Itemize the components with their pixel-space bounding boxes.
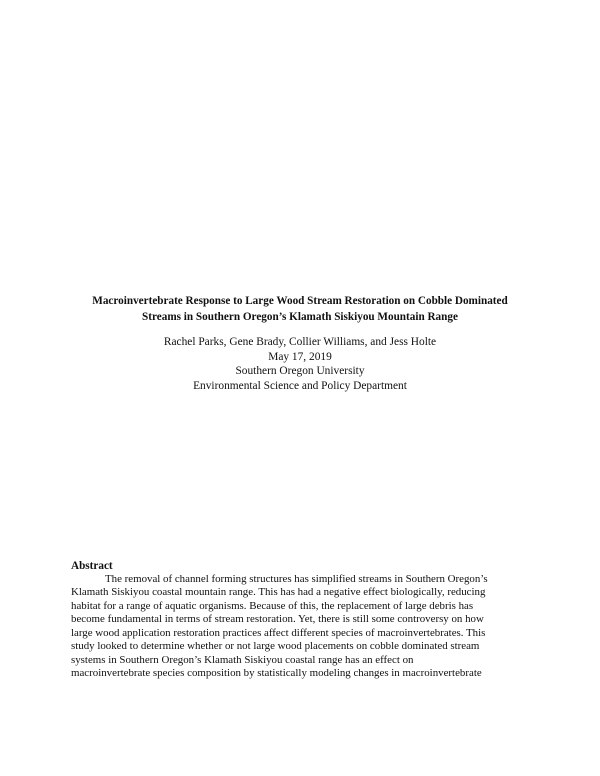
paper-metadata bbox=[40, 335, 560, 393]
title-line-2: Streams in Southern Oregon’s Klamath Siskiyou Mountain Range bbox=[142, 311, 458, 323]
abstract-heading: Abstract bbox=[71, 560, 113, 572]
abstract-line: The removal of channel forming structures has simplified streams in Southern Oregon’s bbox=[105, 573, 488, 585]
abstract-line: Klamath Siskiyou coastal mountain range. This has had a negative effect biologically, reducing bbox=[71, 586, 486, 599]
title-line-1: Macroinvertebrate Response to Large Wood Stream Restoration on Cobble Dominated bbox=[92, 295, 508, 307]
abstract-line: macroinvertebrate species composition by statistically modeling changes in macroinvertebrate bbox=[71, 667, 482, 680]
authors: Rachel Parks, Gene Brady, Collier Williams, and Jess Holte bbox=[163, 336, 437, 348]
date: May 17, 2019 bbox=[268, 350, 332, 363]
abstract-body bbox=[71, 573, 533, 681]
institution: Southern Oregon University bbox=[235, 365, 365, 377]
abstract-line: study looked to determine whether or not large wood placements on cobble dominated stream bbox=[71, 640, 480, 653]
abstract-line: habitat for a range of aquatic organisms. Because of this, the replacement of large debris has bbox=[71, 599, 474, 612]
paper-title bbox=[40, 293, 560, 325]
abstract-line: systems in Southern Oregon’s Klamath Siskiyou coastal range has an effect on bbox=[71, 653, 414, 666]
department: Environmental Science and Policy Department bbox=[193, 379, 407, 392]
abstract-section bbox=[71, 559, 533, 681]
abstract-line: large wood application restoration practices affect different species of macroinvertebrates. This bbox=[71, 626, 486, 639]
abstract-line: become fundamental in terms of stream restoration. Yet, there is still some controversy on how bbox=[71, 613, 484, 626]
